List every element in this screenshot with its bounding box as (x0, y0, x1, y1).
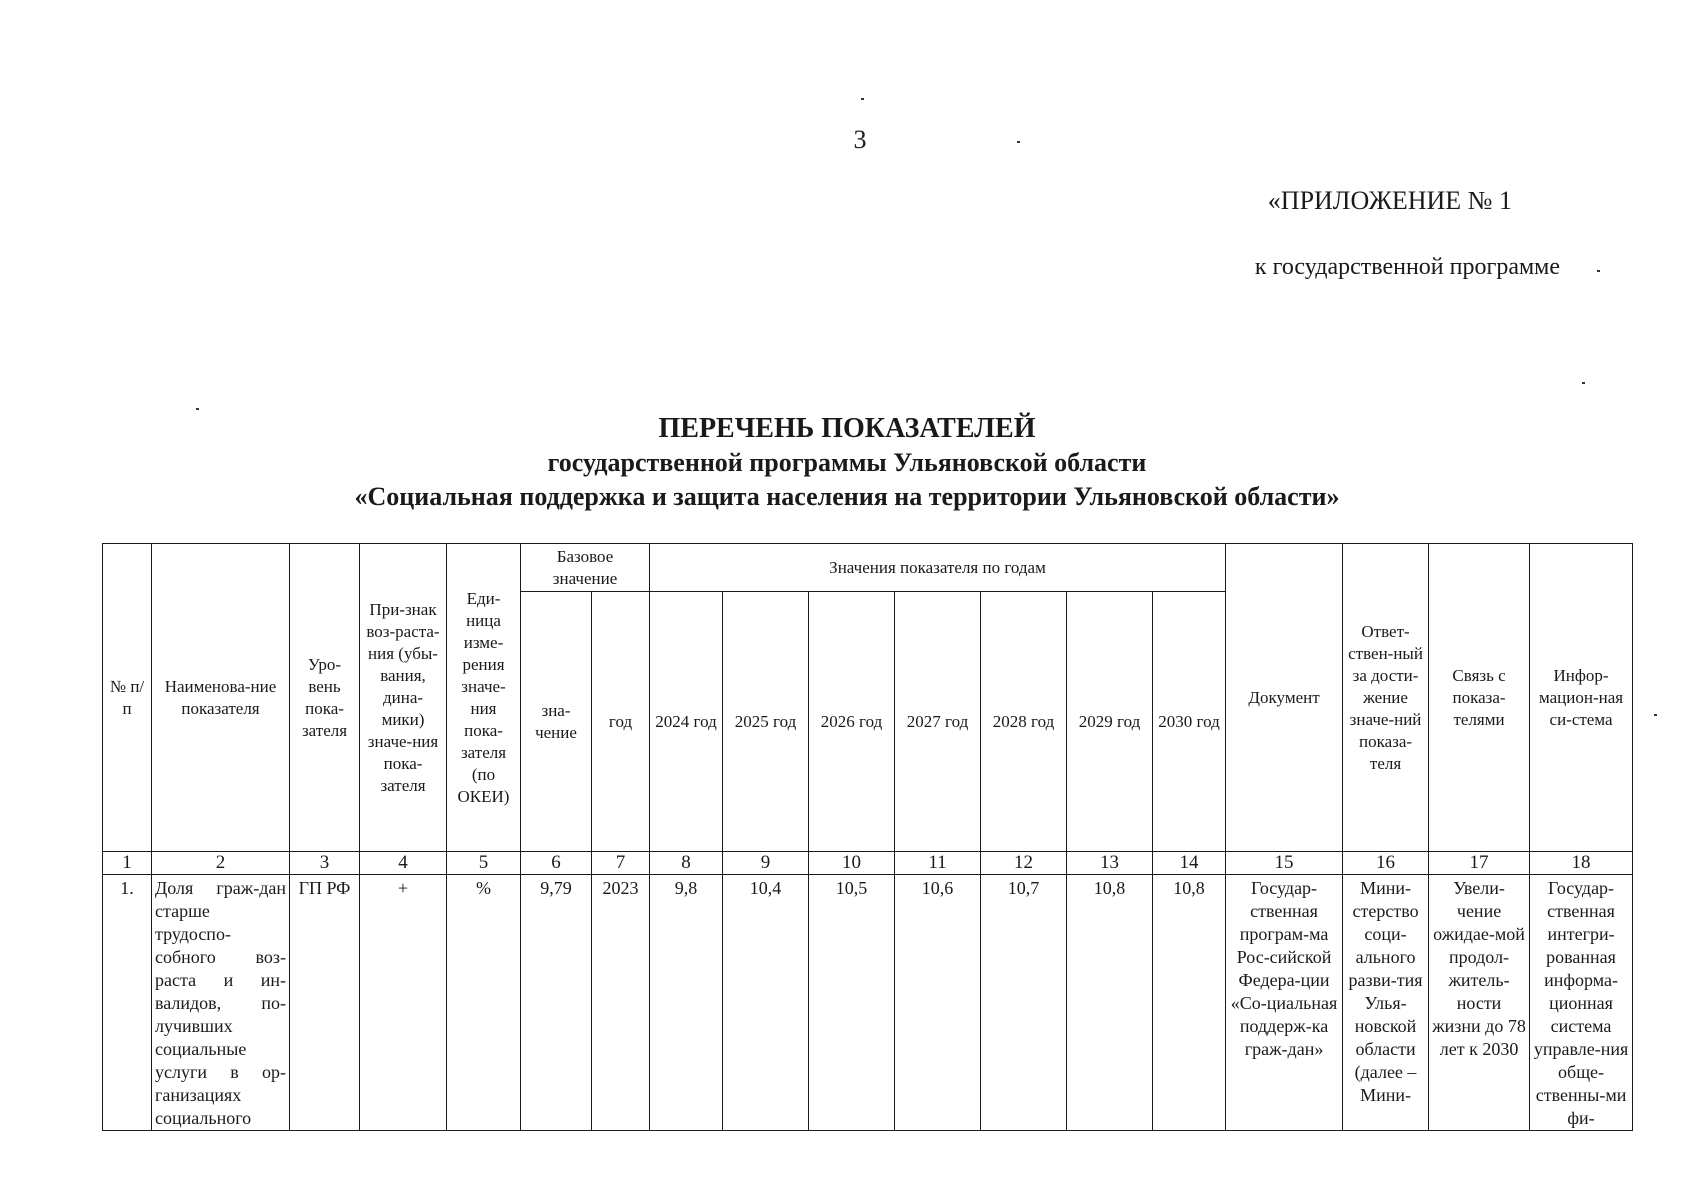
column-number: 18 (1530, 852, 1633, 875)
table-row (103, 875, 1633, 1131)
column-number: 16 (1343, 852, 1429, 875)
heading-line-1: ПЕРЕЧЕНЬ ПОКАЗАТЕЛЕЙ (658, 413, 1036, 444)
header-unit: Еди-ница изме-рения значе-ния пока-зателя (по ОКЕИ) (447, 544, 521, 852)
header-link: Связь с показа-телями (1429, 544, 1530, 852)
column-number: 5 (447, 852, 521, 875)
header-year-2028: 2028 год (981, 592, 1067, 852)
cell-base-value: 9,79 (521, 875, 592, 1131)
indicators-table (102, 543, 1633, 1131)
column-number: 3 (290, 852, 360, 875)
column-number: 2 (152, 852, 290, 875)
heading-line-3: «Социальная поддержка и защита населения на территории Ульяновской области» (354, 482, 1340, 511)
header-base-group: Базовое значение (521, 544, 650, 592)
column-number: 11 (895, 852, 981, 875)
header-responsible: Ответ-ствен-ный за дости-жение значе-ний показа-теля (1343, 544, 1429, 852)
header-year-2030: 2030 год (1153, 592, 1226, 852)
column-number: 15 (1226, 852, 1343, 875)
header-name: Наименова-ние показателя (152, 544, 290, 852)
column-number: 17 (1429, 852, 1530, 875)
header-years-group: Значения показателя по годам (650, 544, 1226, 592)
scan-speck (196, 408, 199, 410)
appendix-title: «ПРИЛОЖЕНИЕ № 1 (1267, 186, 1512, 215)
header-year-2025: 2025 год (723, 592, 809, 852)
scan-speck (1017, 141, 1020, 143)
cell-responsible: Мини-стерство соци-ального разви-тия Улья-новской области (далее – Мини- (1343, 875, 1429, 1131)
header-num: № п/п (103, 544, 152, 852)
header-year-2029: 2029 год (1067, 592, 1153, 852)
header-info-system: Инфор-мацион-ная си-стема (1530, 544, 1633, 852)
cell-year-2024: 9,8 (650, 875, 723, 1131)
header-year-2027: 2027 год (895, 592, 981, 852)
cell-year-2029: 10,8 (1067, 875, 1153, 1131)
column-number: 9 (723, 852, 809, 875)
header-base-value: зна-чение (521, 592, 592, 852)
page-number: 3 (853, 125, 867, 154)
cell-document: Государ-ственная програм-ма Рос-сийской Федера-ции «Со-циальная поддерж-ка граж-дан» (1226, 875, 1343, 1131)
column-number: 4 (360, 852, 447, 875)
scan-speck (1582, 382, 1585, 384)
appendix-subtitle: к государственной программе (1254, 254, 1560, 280)
cell-year-2025: 10,4 (723, 875, 809, 1131)
header-trend: При-знак воз-раста-ния (убы-вания, дина-мики) значе-ния пока-зателя (360, 544, 447, 852)
document-heading (0, 412, 1694, 514)
column-numbers-row (103, 852, 1633, 875)
column-number: 8 (650, 852, 723, 875)
header-document: Документ (1226, 544, 1343, 852)
scan-speck (861, 98, 864, 100)
cell-info-system: Государ-ственная интегри-рованная информа-ционная система управле-ния обще-ственны-ми фи- (1530, 875, 1633, 1131)
header-base-year: год (592, 592, 650, 852)
header-year-2026: 2026 год (809, 592, 895, 852)
header-level: Уро-вень пока-зателя (290, 544, 360, 852)
cell-num: 1. (103, 875, 152, 1131)
cell-base-year: 2023 (592, 875, 650, 1131)
column-number: 14 (1153, 852, 1226, 875)
cell-level: ГП РФ (290, 875, 360, 1131)
cell-year-2026: 10,5 (809, 875, 895, 1131)
header-year-2024: 2024 год (650, 592, 723, 852)
cell-link: Увели-чение ожидае-мой продол-житель-ности жизни до 78 лет к 2030 (1429, 875, 1530, 1131)
cell-name: Доля граж-дан старше трудоспо-собного воз-раста и ин-валидов, по-лучивших социальные услуги в ор-ганизациях социального (152, 875, 290, 1131)
column-number: 6 (521, 852, 592, 875)
cell-year-2028: 10,7 (981, 875, 1067, 1131)
column-number: 7 (592, 852, 650, 875)
cell-year-2027: 10,6 (895, 875, 981, 1131)
scan-speck (1654, 714, 1657, 716)
column-number: 10 (809, 852, 895, 875)
column-number: 13 (1067, 852, 1153, 875)
heading-line-2: государственной программы Ульяновской области (547, 448, 1147, 477)
scan-speck (1597, 270, 1600, 272)
cell-year-2030: 10,8 (1153, 875, 1226, 1131)
cell-trend: + (360, 875, 447, 1131)
column-number: 1 (103, 852, 152, 875)
column-number: 12 (981, 852, 1067, 875)
cell-unit: % (447, 875, 521, 1131)
